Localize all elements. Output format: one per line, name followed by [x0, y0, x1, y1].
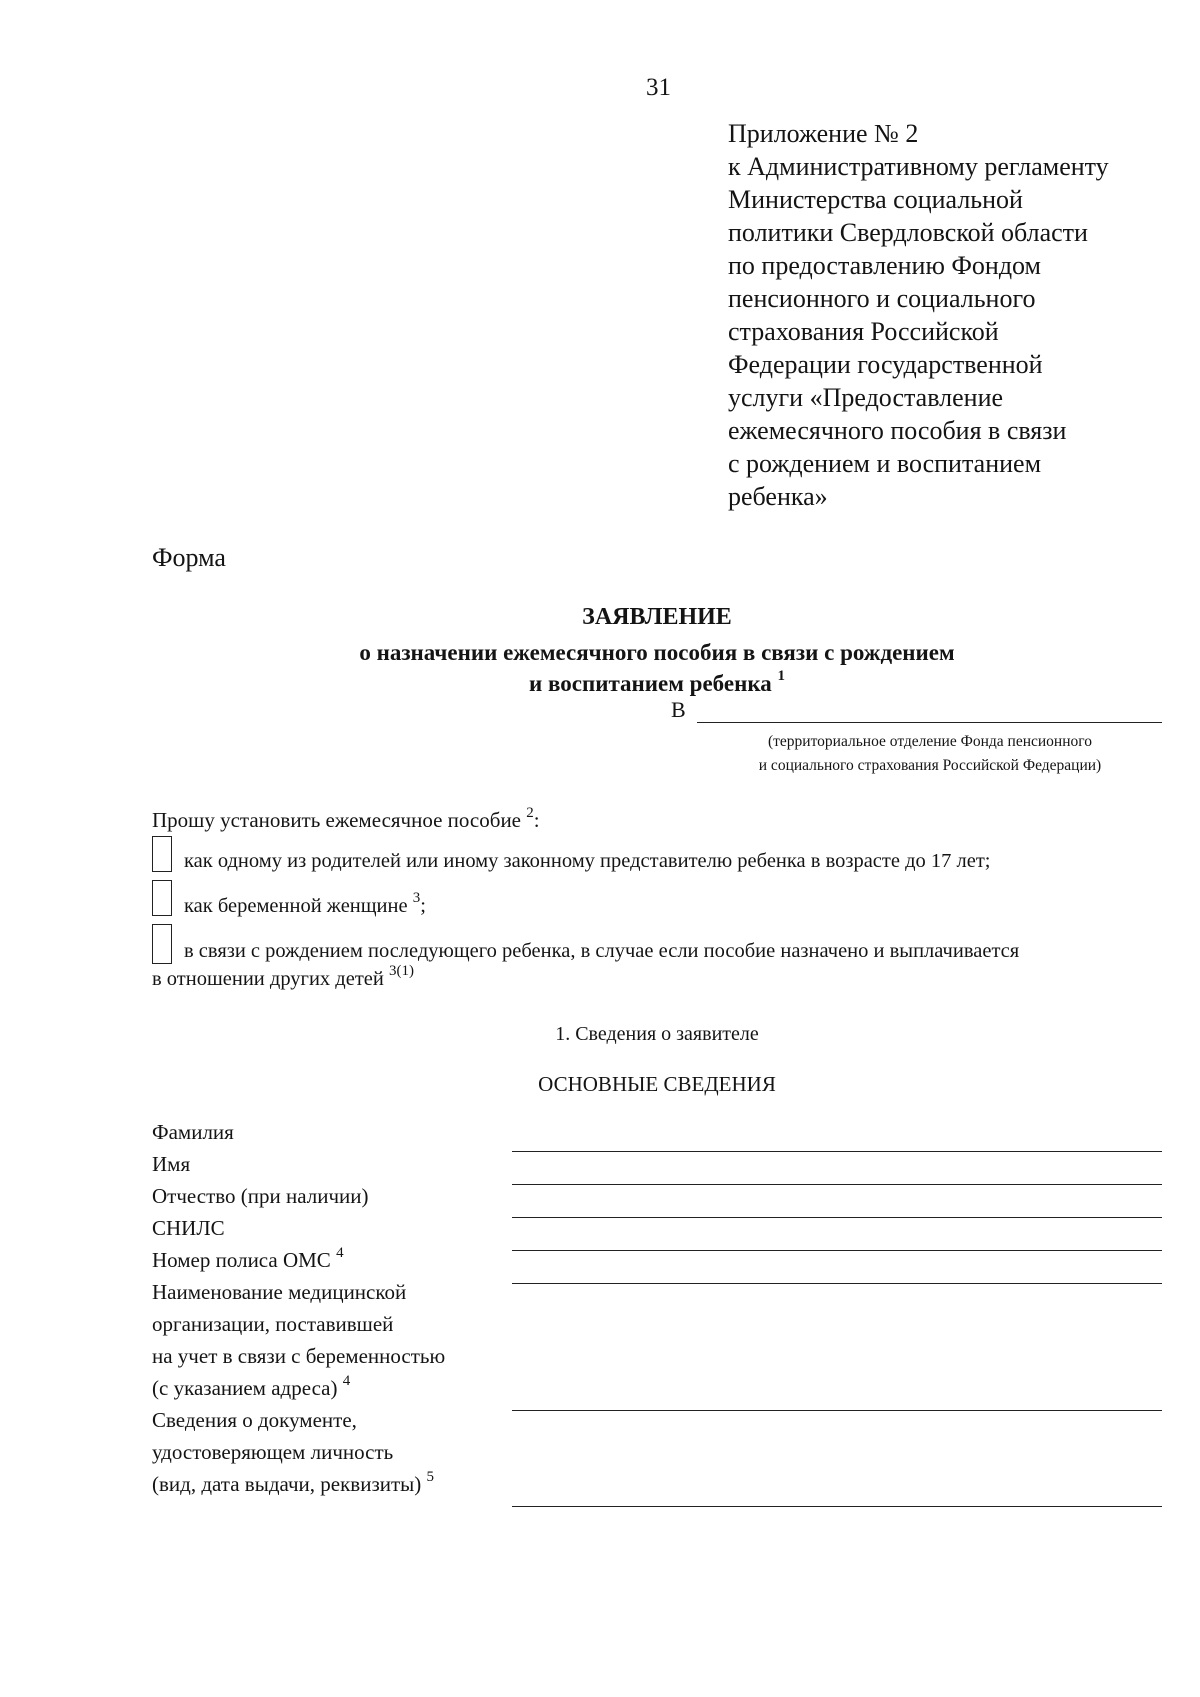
- option-next-child-checkbox[interactable]: [152, 924, 172, 964]
- footnote-marker: 3(1): [388, 963, 414, 980]
- option-parent-checkbox[interactable]: [152, 836, 172, 872]
- appendix-line: ребенка»: [728, 482, 828, 511]
- option-next-child-label: [184, 940, 1019, 963]
- appendix-line: по предоставлению Фондом: [728, 251, 1042, 280]
- section-heading: 1. Сведения о заявителе: [555, 1023, 759, 1045]
- option-text: в отношении других детей: [152, 968, 384, 990]
- appendix-line: с рождением и воспитанием: [728, 449, 1042, 478]
- medical-organization-input-line[interactable]: [512, 1410, 1162, 1411]
- office-caption: [690, 730, 1170, 778]
- request-suffix: :: [533, 808, 540, 832]
- page-number: 31: [646, 74, 671, 101]
- option-parent-label: [184, 850, 991, 873]
- appendix-line: Федерации государственной: [728, 350, 1043, 379]
- option-next-child-continuation: [152, 963, 414, 991]
- name-input-line[interactable]: [512, 1184, 1162, 1185]
- office-caption-line: (территориальное отделение Фонда пенсионного: [767, 733, 1092, 750]
- appendix-line: ежемесячного пособия в связи: [728, 416, 1067, 445]
- field-label-patronymic: Отчество (при наличии): [152, 1184, 369, 1208]
- footnote-marker: 2: [526, 805, 534, 821]
- appendix-line: услуги «Предоставление: [728, 383, 1004, 412]
- option-text: как беременной женщине: [184, 895, 408, 917]
- request-text: [152, 805, 540, 833]
- oms-policy-input-line[interactable]: [512, 1283, 1162, 1284]
- footnote-marker: 3: [412, 890, 421, 907]
- option-pregnant-label: [184, 890, 426, 918]
- option-pregnant-checkbox[interactable]: [152, 880, 172, 916]
- appendix-line: Министерства социальной: [728, 185, 1023, 214]
- field-label-identity-document: Сведения о документе, удостоверяющем личность (вид, дата выдачи, реквизиты) $^5$: [152, 1408, 435, 1496]
- office-prefix: В: [671, 697, 686, 722]
- footnote-marker: 4: [336, 1245, 344, 1261]
- snils-input-line[interactable]: [512, 1250, 1162, 1251]
- identity-document-input-line[interactable]: [512, 1506, 1162, 1507]
- patronymic-input-line[interactable]: [512, 1217, 1162, 1218]
- document-title: ЗАЯВЛЕНИЕ: [582, 604, 732, 630]
- office-caption-line: и социального страхования Российской Федерации): [758, 757, 1102, 774]
- appendix-line: к Административному регламенту: [728, 152, 1109, 181]
- field-label-surname: Фамилия: [152, 1120, 234, 1144]
- option-text: как одному из родителей или иному законному представителю ребенка в возрасте до 17 лет;: [184, 850, 991, 872]
- appendix-line: пенсионного и социального: [728, 284, 1036, 313]
- subsection-heading: ОСНОВНЫЕ СВЕДЕНИЯ: [538, 1072, 776, 1096]
- surname-input-line[interactable]: [512, 1151, 1162, 1152]
- appendix-line: политики Свердловской области: [728, 218, 1088, 247]
- appendix-line: страхования Российской: [728, 317, 999, 346]
- office-input-line[interactable]: [697, 722, 1162, 723]
- field-label-snils: СНИЛС: [152, 1216, 225, 1240]
- footnote-marker: 5: [426, 1469, 435, 1485]
- request-label: Прошу установить ежемесячное пособие: [152, 808, 521, 832]
- subtitle-line: о назначении ежемесячного пособия в связи с рождением: [359, 640, 955, 665]
- option-suffix: ;: [420, 895, 426, 917]
- document-subtitle: [0, 637, 1200, 699]
- field-label-name: Имя: [152, 1152, 191, 1176]
- field-label-oms-policy: Номер полиса ОМС $^4$: [152, 1245, 344, 1272]
- appendix-header: [728, 117, 1178, 513]
- subtitle-line: [0, 668, 1200, 699]
- option-text: в связи с рождением последующего ребенка, в случае если пособие назначено и выплачивается: [184, 940, 1020, 962]
- subtitle-text: и воспитанием ребенка: [529, 671, 772, 696]
- field-label-medical-organization: Наименование медицинской организации, поставившей на учет в связи с беременностью (с указанием адреса) $^4$: [152, 1280, 446, 1400]
- appendix-line: Приложение № 2: [728, 119, 919, 148]
- form-label: Форма: [152, 543, 226, 572]
- footnote-marker: 4: [342, 1373, 351, 1389]
- footnote-marker: 1: [777, 668, 785, 685]
